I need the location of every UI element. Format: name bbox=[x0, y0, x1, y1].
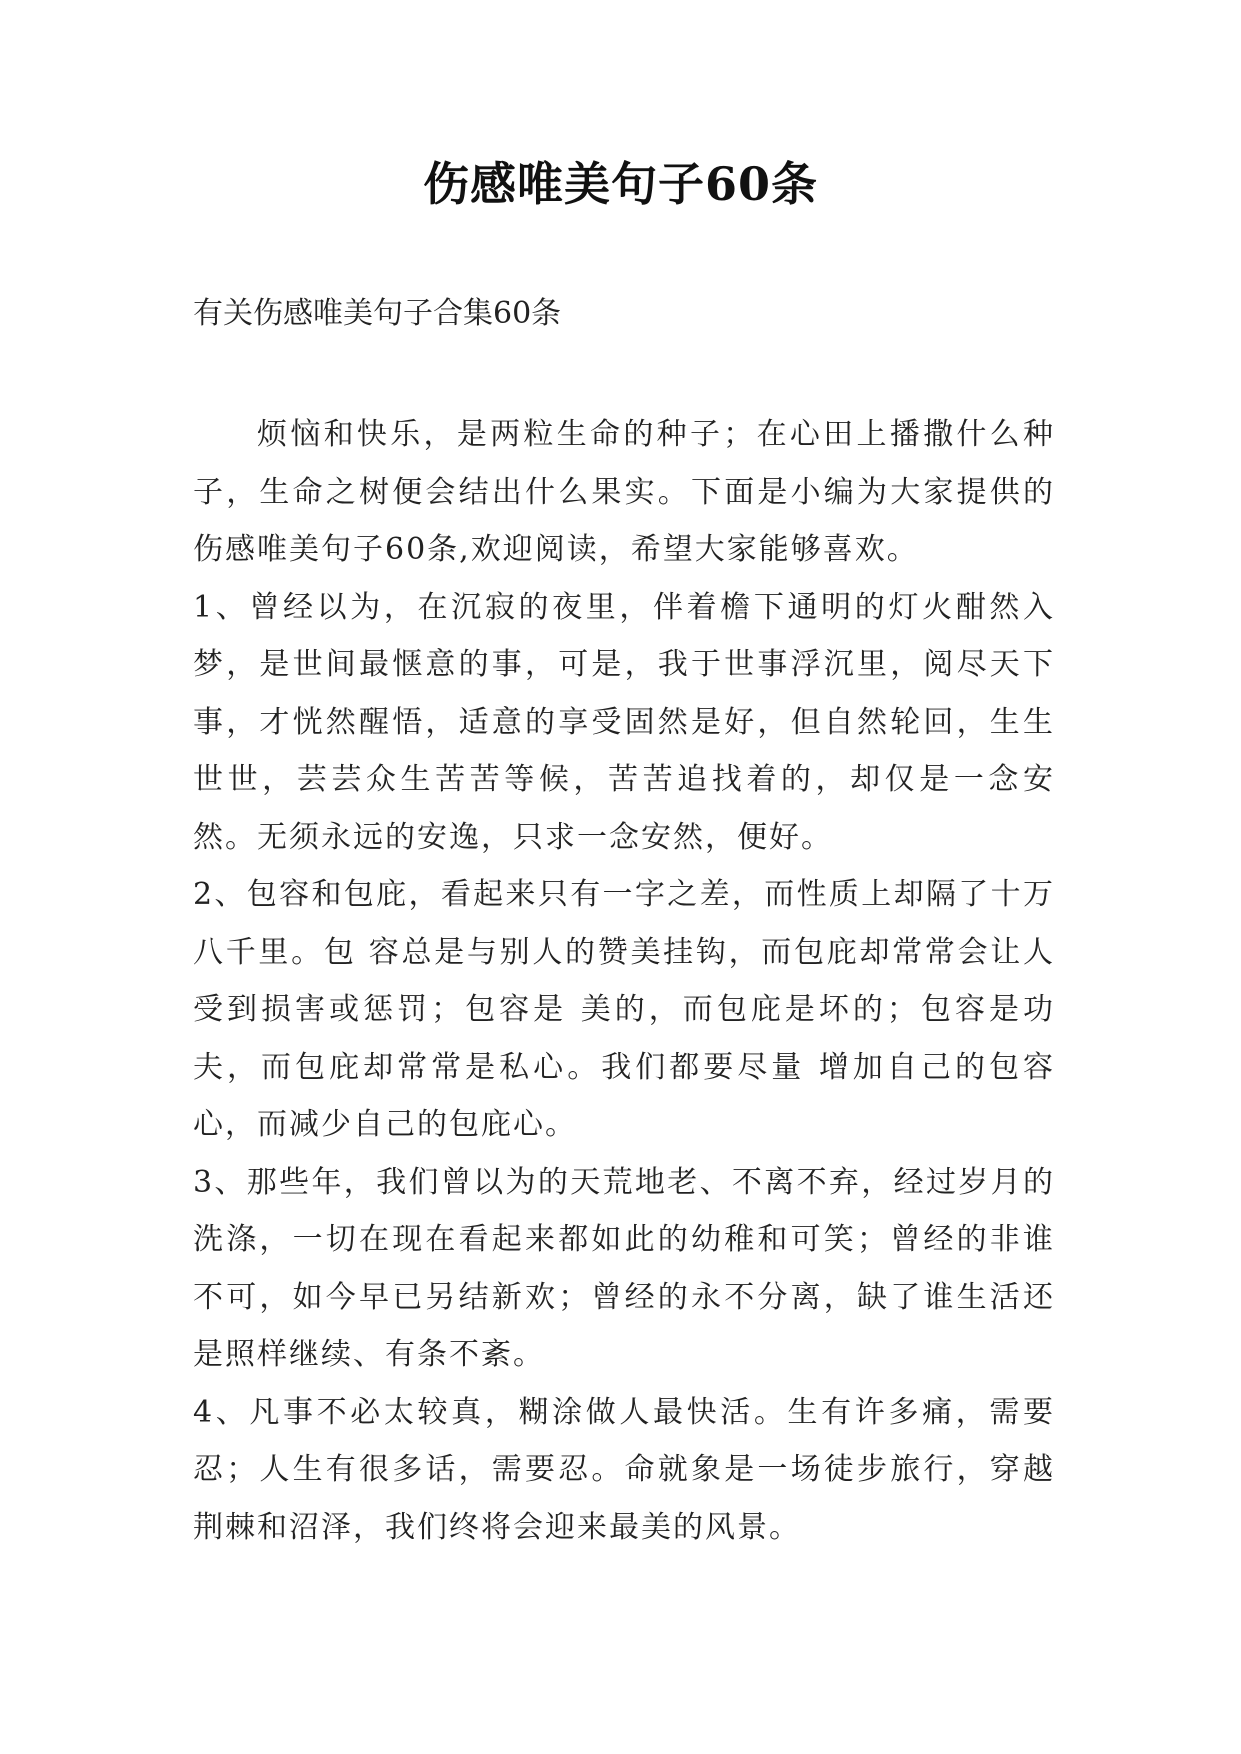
list-item: 4、凡事不必太较真，糊涂做人最快活。生有许多痛，需要忍；人生有很多话，需要忍。命就象是一场徒步旅行，穿越荆棘和沼泽，我们终将会迎来最美的风景。 bbox=[193, 1394, 1055, 1545]
list-item: 2、包容和包庇，看起来只有一字之差，而性质上却隔了十万八千里。包 容总是与别人的赞美挂钩，而包庇却常常会让人受到损害或惩罚；包容是 美的，而包庇是坏的；包容是功夫，而包庇却常常是私心。我们都要尽量 增加自己的包容心，而减少自己的包庇心。 bbox=[193, 877, 1055, 1142]
list-item: 1、曾经以为，在沉寂的夜里，伴着檐下通明的灯火酣然入梦，是世间最惬意的事，可是，我于世事浮沉里，阅尽天下事，才恍然醒悟，适意的享受固然是好，但自然轮回，生生世世，芸芸众生苦苦等候，苦苦追找着的，却仅是一念安然。无须永远的安逸，只求一念安然，便好。 bbox=[193, 589, 1055, 855]
intro-paragraph: 烦恼和快乐，是两粒生命的种子；在心田上播撒什么种子，生命之树便会结出什么果实。下面是小编为大家提供的伤感唯美句子60条,欢迎阅读，希望大家能够喜欢。 bbox=[193, 417, 1055, 567]
document-title: 伤感唯美句子60条 bbox=[422, 157, 818, 211]
document-body bbox=[193, 406, 1055, 1556]
list-item: 3、那些年，我们曾以为的天荒地老、不离不弃，经过岁月的洗涤，一切在现在看起来都如此的幼稚和可笑；曾经的非谁不可，如今早已另结新欢；曾经的永不分离，缺了谁生活还是照样继续、有条不紊。 bbox=[193, 1164, 1055, 1372]
document-subtitle: 有关伤感唯美句子合集60条 bbox=[193, 296, 562, 331]
